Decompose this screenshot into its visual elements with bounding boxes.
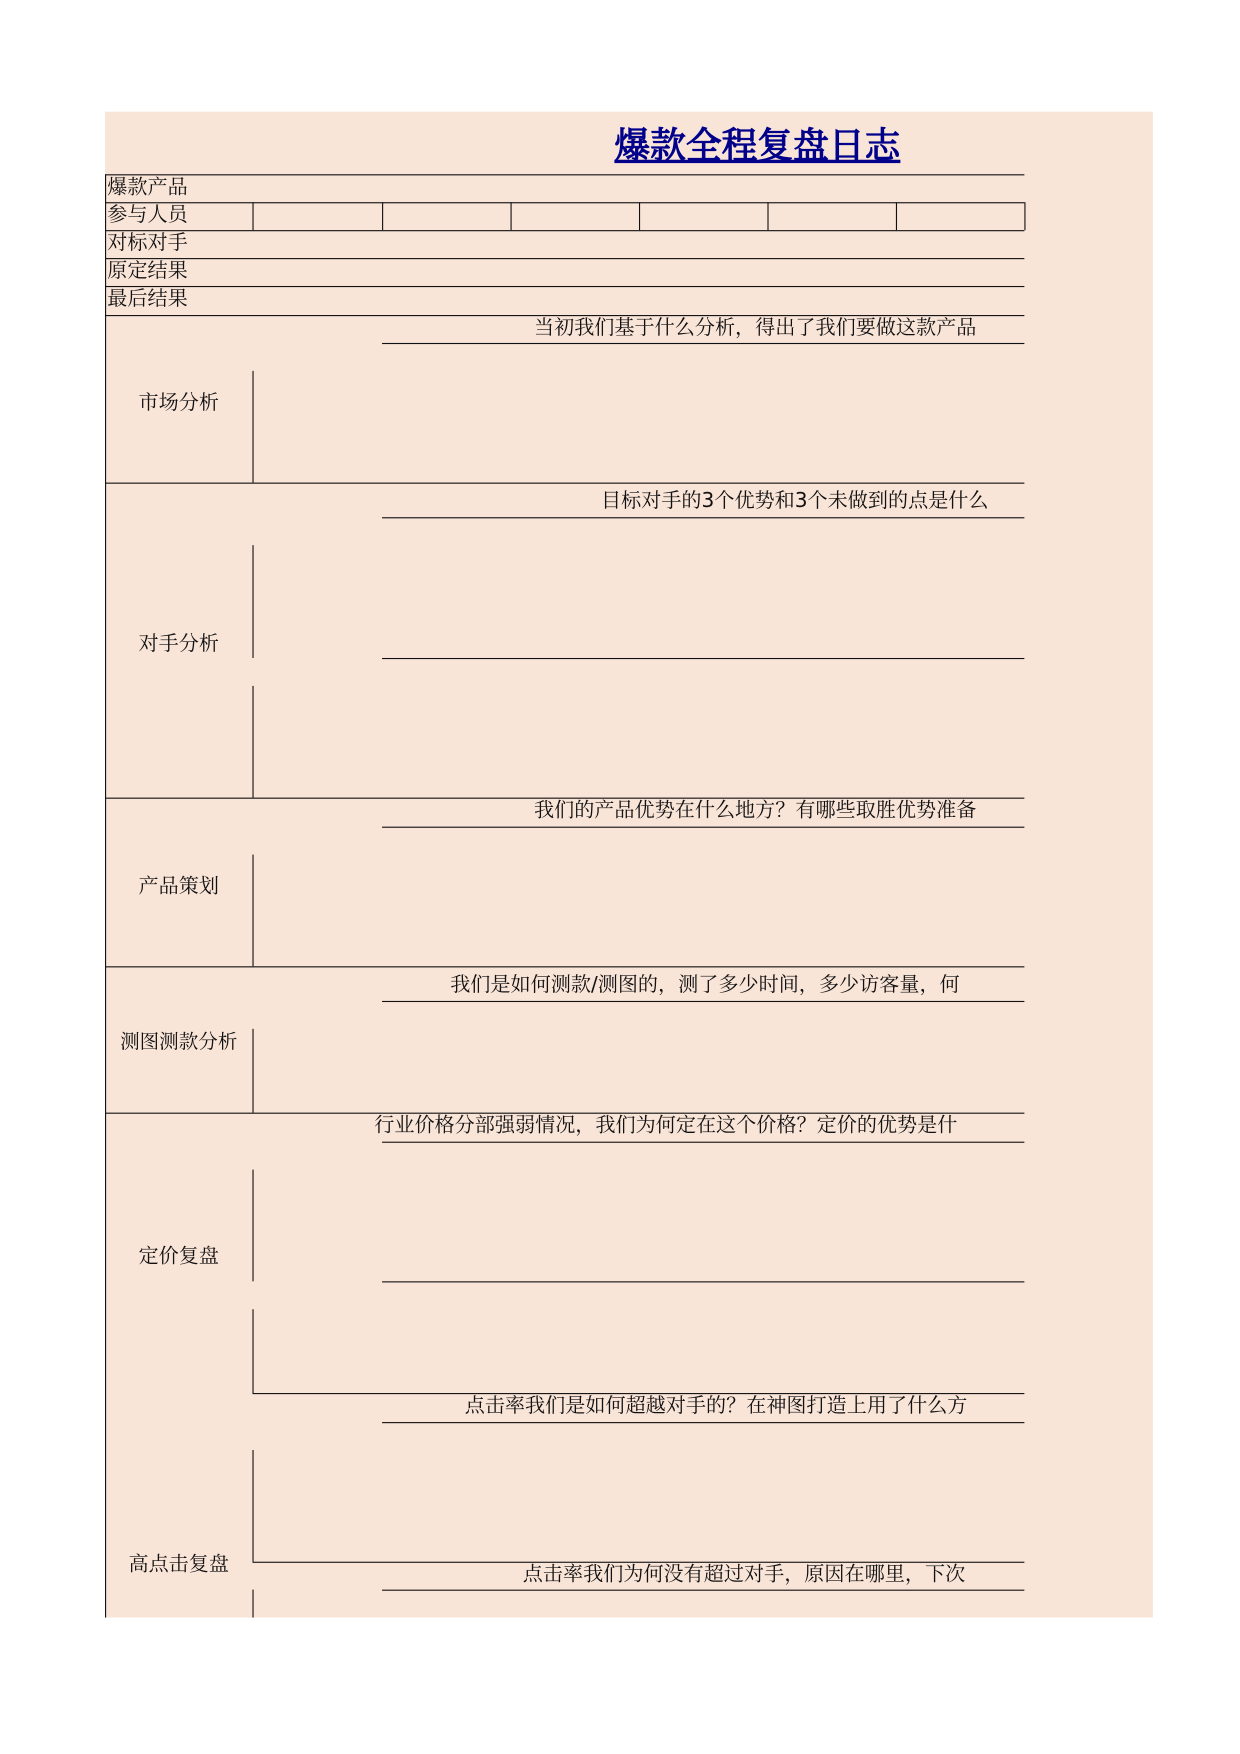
cell-border (382, 202, 383, 230)
divider (105, 286, 1024, 287)
divider (252, 1590, 253, 1618)
divider (382, 343, 1024, 344)
question-text: 点击率我们是如何超越对手的？在神图打造上用了什么方 (464, 1394, 968, 1418)
question-product (252, 798, 1024, 827)
question-text: 目标对手的3个优势和3个未做到的点是什么 (600, 489, 989, 513)
info-label-planned-result: 原定结果 (107, 259, 188, 283)
section-label-pricing: 定价复盘 (138, 1244, 219, 1268)
question-text: 当初我们基于什么分析，得出了我们要做这款产品 (533, 316, 977, 340)
divider (382, 1281, 1024, 1282)
question-ctr-success (252, 1393, 1024, 1422)
divider (382, 1142, 1024, 1143)
divider (382, 1422, 1024, 1423)
divider (382, 517, 1024, 518)
section-label-product: 产品策划 (138, 874, 219, 899)
divider (105, 174, 1024, 175)
divider (105, 202, 1024, 203)
divider (252, 371, 253, 483)
divider (252, 686, 253, 798)
divider (105, 483, 1024, 484)
section-label-testing: 测图测款分析 (120, 1031, 238, 1054)
question-market (252, 315, 1024, 344)
divider (252, 545, 253, 658)
question-ctr-failure (252, 1562, 1024, 1591)
divider (252, 1170, 253, 1282)
info-label-competitor: 对标对手 (107, 231, 188, 255)
divider (252, 855, 253, 967)
section-label-market: 市场分析 (138, 390, 219, 415)
divider (105, 230, 1024, 231)
divider (105, 258, 1024, 259)
question-text: 我们是如何测款/测图的，测了多少时间，多少访客量，何 (450, 972, 960, 997)
question-testing (252, 972, 1024, 1001)
question-pricing (252, 1113, 1024, 1142)
question-text: 我们的产品优势在什么地方？有哪些取胜优势准备 (533, 798, 977, 823)
page-title: 爆款全程复盘日志 (614, 123, 901, 167)
divider (252, 1309, 253, 1393)
divider (382, 658, 1024, 659)
cell-border (896, 202, 897, 230)
divider (252, 1029, 253, 1113)
question-text: 点击率我们为何没有超过对手，原因在哪里，下次 (522, 1562, 966, 1587)
divider (382, 1001, 1024, 1002)
cell-border (639, 202, 640, 230)
cell-border (252, 202, 253, 230)
info-label-participants: 参与人员 (107, 203, 188, 227)
section-label-competitor: 对手分析 (138, 632, 219, 656)
divider (252, 1450, 253, 1562)
question-competitor (252, 488, 1024, 517)
info-label-final-result: 最后结果 (107, 287, 188, 311)
divider (382, 827, 1024, 828)
cell-border (767, 202, 768, 230)
info-label-product: 爆款产品 (107, 175, 188, 199)
divider (382, 1590, 1024, 1591)
cell-border (1024, 202, 1025, 230)
section-label-ctr: 高点击复盘 (128, 1552, 230, 1577)
cell-border (511, 202, 512, 230)
question-text: 行业价格分部强弱情况，我们为何定在这个价格？定价的优势是什 (374, 1113, 958, 1138)
divider (105, 966, 1024, 967)
